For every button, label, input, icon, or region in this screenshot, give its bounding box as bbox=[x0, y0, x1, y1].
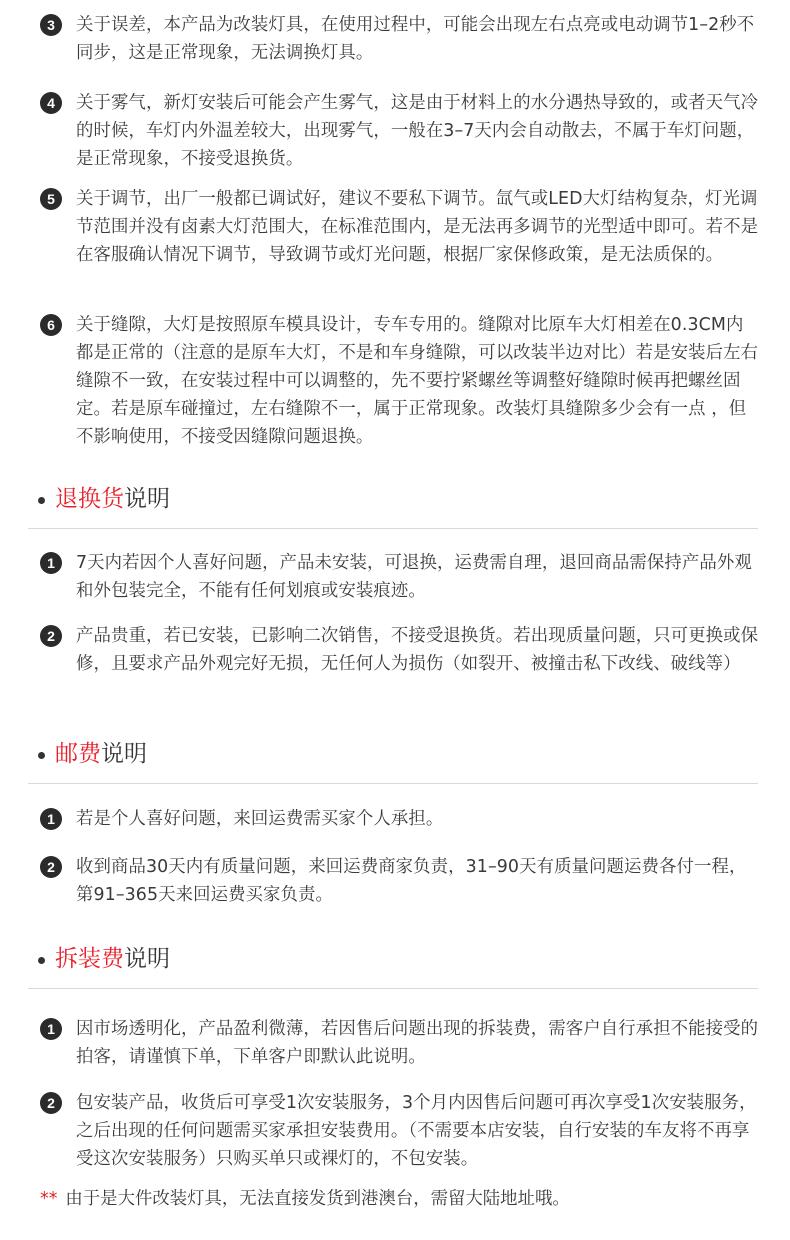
bullet-dot bbox=[38, 957, 45, 964]
item-text: 产品贵重，若已安装，已影响二次销售，不接受退换货。若出现质量问题，只可更换或保修，且要求产品外观完好无损，无任何人为损伤（如裂开、被撞击私下改线、破线等） bbox=[76, 626, 759, 674]
section-divider bbox=[28, 783, 758, 784]
list-item bbox=[40, 622, 760, 678]
item-text: 关于误差，本产品为改装灯具，在使用过程中，可能会出现左右点亮或电动调节1–2秒不同步，这是正常现象，无法调换灯具。 bbox=[76, 15, 755, 63]
item-number-badge: 6 bbox=[40, 314, 62, 336]
item-text: 收到商品30天内有质量问题，来回运费商家负责，31–90天有质量问题运费各付一程，第91–365天来回运费买家负责。 bbox=[76, 857, 747, 905]
section-divider bbox=[28, 988, 758, 989]
bullet-dot bbox=[38, 497, 45, 504]
section-title-highlight: 邮费 bbox=[55, 741, 101, 767]
item-number-badge: 1 bbox=[40, 552, 62, 574]
item-number-badge: 4 bbox=[40, 92, 62, 114]
postage-section-header bbox=[28, 735, 758, 784]
section-title-suffix: 说明 bbox=[124, 946, 170, 972]
item-text: 关于调节，出厂一般都已调试好，建议不要私下调节。氙气或LED大灯结构复杂，灯光调节范围并没有卤素大灯范围大，在标准范围内，是无法再多调节的光型适中即可。若不是在客服确认情况下调节，导致调节或灯光问题，根据厂家保修政策，是无法质保的。 bbox=[76, 189, 759, 265]
return-section-header bbox=[28, 480, 758, 529]
install-fee-section-header bbox=[28, 940, 758, 989]
item-number-badge: 2 bbox=[40, 1092, 62, 1114]
list-item bbox=[40, 89, 760, 173]
item-text: 因市场透明化，产品盈利微薄，若因售后问题出现的拆装费，需客户自行承担不能接受的拍客，请谨慎下单，下单客户即默认此说明。 bbox=[76, 1019, 759, 1067]
item-text: 7天内若因个人喜好问题，产品未安装，可退换，运费需自理，退回商品需保持产品外观和外包装完全，不能有任何划痕或安装痕迹。 bbox=[76, 553, 752, 601]
item-text: 若是个人喜好问题，来回运费需买家个人承担。 bbox=[76, 809, 444, 829]
section-title-suffix: 说明 bbox=[124, 486, 170, 512]
list-item bbox=[40, 549, 760, 605]
bullet-dot bbox=[38, 752, 45, 759]
note-text: 由于是大件改装灯具，无法直接发货到港澳台，需留大陆地址哦。 bbox=[65, 1189, 570, 1209]
item-text: 关于缝隙，大灯是按照原车模具设计，专车专用的。缝隙对比原车大灯相差在0.3CM内都是正常的（注意的是原车大灯，不是和车身缝隙，可以改装半边对比）若是安装后左右缝隙不一致，在安装过程中可以调整的，先不要拧紧螺丝等调整好缝隙时候再把螺丝固定。若是原车碰撞过，左右缝隙不一，属于正常现象。改装灯具缝隙多少会有一点 ，但不影响使用，不接受因缝隙问题退换。 bbox=[76, 315, 759, 447]
section-title-highlight: 拆装费 bbox=[55, 946, 124, 972]
item-number-badge: 1 bbox=[40, 808, 62, 830]
note-asterisks: ** bbox=[40, 1189, 58, 1209]
list-item bbox=[40, 311, 760, 451]
item-text: 关于雾气，新灯安装后可能会产生雾气，这是由于材料上的水分遇热导致的，或者天气冷的时候，车灯内外温差较大，出现雾气，一般在3–7天内会自动散去，不属于车灯问题，是正常现象，不接受退换货。 bbox=[76, 93, 759, 169]
list-item bbox=[40, 185, 760, 269]
item-number-badge: 2 bbox=[40, 625, 62, 647]
item-number-badge: 1 bbox=[40, 1018, 62, 1040]
item-text: 包安装产品，收货后可享受1次安装服务，3个月内因售后问题可再次享受1次安装服务，之后出现的任何问题需买家承担安装费用。（不需要本店安装，自行安装的车友将不再享受这次安装服务）只购买单只或裸灯的，不包安装。 bbox=[76, 1093, 757, 1169]
list-item bbox=[40, 1015, 760, 1071]
section-title-suffix: 说明 bbox=[101, 741, 147, 767]
list-item bbox=[40, 853, 760, 909]
footer-note bbox=[40, 1185, 760, 1213]
item-number-badge: 2 bbox=[40, 856, 62, 878]
section-divider bbox=[28, 528, 758, 529]
item-number-badge: 5 bbox=[40, 188, 62, 210]
list-item bbox=[40, 11, 760, 67]
list-item bbox=[40, 1089, 760, 1173]
item-number-badge: 3 bbox=[40, 14, 62, 36]
section-title-highlight: 退换货 bbox=[55, 486, 124, 512]
list-item bbox=[40, 805, 760, 833]
